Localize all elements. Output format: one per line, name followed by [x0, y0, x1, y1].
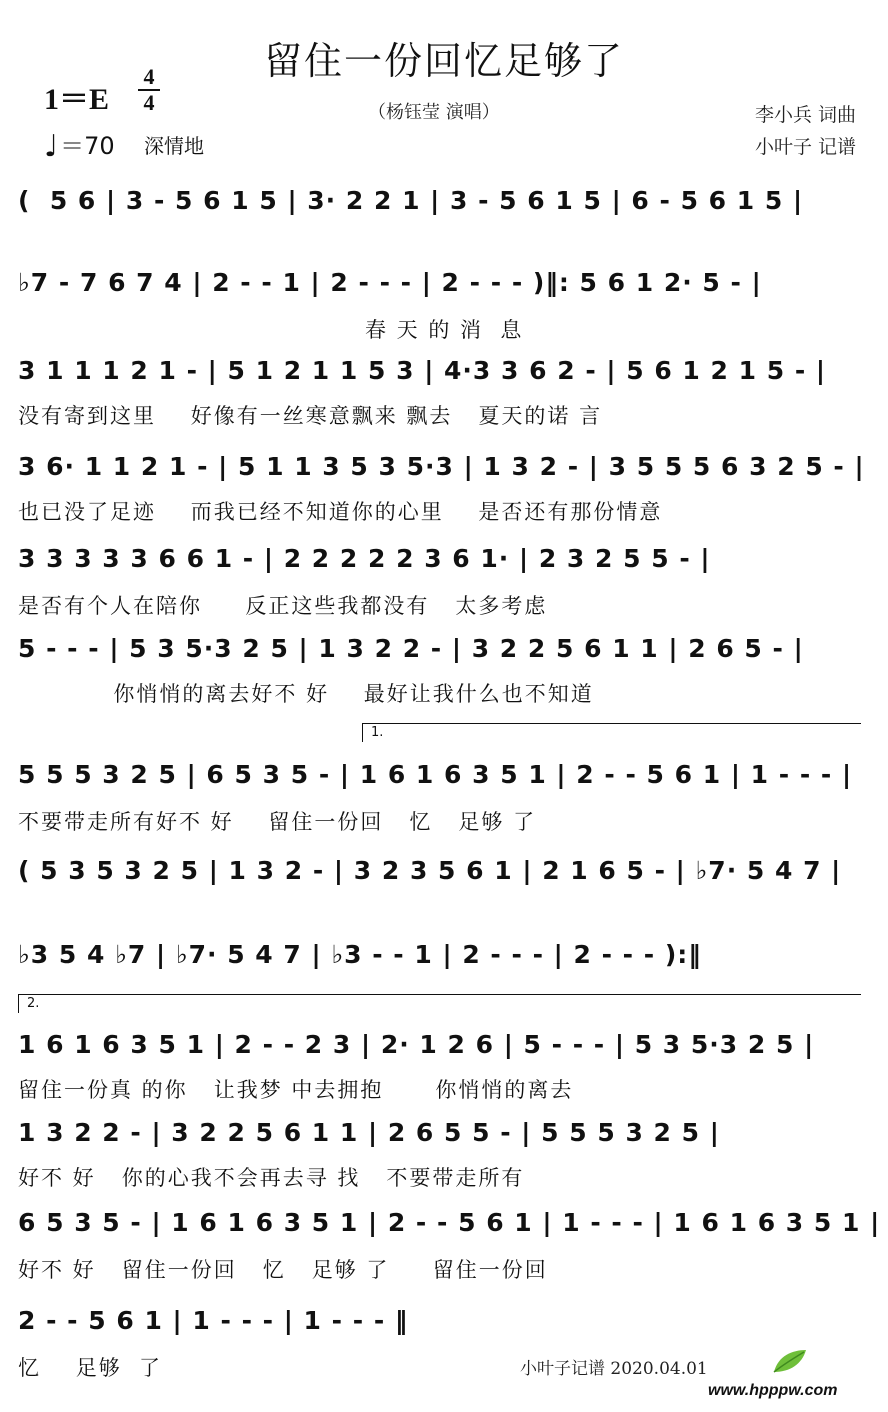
notation-line: 1 3 2 2 - | 3 2 2 5 6 1 1 | 2 6 5 5 - | 5 5 5 3 2 5 |: [18, 1118, 720, 1147]
lyric-line: 留住一份真 的你 让我梦 中去拥抱 你悄悄的离去: [18, 1078, 574, 1102]
tempo-value: ＝70: [60, 132, 115, 160]
lyric-line: 你悄悄的离去好不 好 最好让我什么也不知道: [18, 682, 594, 706]
lyric-line: 春 天 的 消 息: [18, 318, 524, 342]
notation-line: 6 5 3 5 - | 1 6 1 6 3 5 1 | 2 - - 5 6 1 | 1 - - - | 1 6 1 6 3 5 1 |: [18, 1208, 881, 1237]
volta-bracket-2: [18, 994, 861, 1013]
notation-line: 3 1 1 1 2 1 - | 5 1 2 1 1 5 3 | 4·3 3 6 2 - | 5 6 1 2 1 5 - |: [18, 356, 827, 385]
lyric-line: 好不 好 你的心我不会再去寻 找 不要带走所有: [18, 1166, 525, 1190]
lyric-line: 也已没了足迹 而我已经不知道你的心里 是否还有那份情意: [18, 500, 663, 524]
leaf-logo-icon: [770, 1346, 810, 1376]
notation-line: ♭7 - 7 6 7 4 | 2 - - 1 | 2 - - - | 2 - - - )‖: 5 6 1 2· 5 - |: [18, 268, 762, 297]
notation-line: ♭3 5 4 ♭7 | ♭7· 5 4 7 | ♭3 - - 1 | 2 - - - | 2 - - - ):‖: [18, 940, 702, 969]
notation-line: ( 5 6 | 3 - 5 6 1 5 | 3· 2 2 1 | 3 - 5 6 1 5 | 6 - 5 6 1 5 |: [18, 186, 804, 215]
notation-line: 5 - - - | 5 3 5·3 2 5 | 1 3 2 2 - | 3 2 2 5 6 1 1 | 2 6 5 - |: [18, 634, 804, 663]
notation-line: 5 5 5 3 2 5 | 6 5 3 5 - | 1 6 1 6 3 5 1 | 2 - - 5 6 1 | 1 - - - |: [18, 760, 853, 789]
song-title: 留住一份回忆足够了: [263, 39, 624, 83]
lyric-line: 忆 足够 了: [18, 1356, 163, 1380]
quarter-note-icon: ♩: [44, 129, 59, 164]
lyric-line: 好不 好 留住一份回 忆 足够 了 留住一份回: [18, 1258, 548, 1282]
footer-signature: 小叶子记谱 2020.04.01: [520, 1359, 708, 1379]
footer-url: www.hpppw.com: [708, 1382, 838, 1399]
time-signature-top: 4: [143, 64, 155, 89]
singer-credit: （杨钰莹 演唱）: [368, 102, 500, 123]
expression-marking: 深情地: [144, 134, 204, 158]
key-signature: 1＝E: [44, 83, 110, 116]
time-signature-bottom: 4: [143, 90, 155, 115]
notation-line: 2 - - 5 6 1 | 1 - - - | 1 - - - ‖: [18, 1306, 409, 1335]
time-signature: [138, 66, 160, 114]
notation-line: 1 6 1 6 3 5 1 | 2 - - 2 3 | 2· 1 2 6 | 5 - - - | 5 3 5·3 2 5 |: [18, 1030, 815, 1059]
transcriber-credit: 小叶子 记谱: [754, 136, 856, 158]
tempo-marking: [44, 126, 115, 164]
notation-line: 3 6· 1 1 2 1 - | 5 1 1 3 5 3 5·3 | 1 3 2 - | 3 5 5 5 6 3 2 5 - |: [18, 452, 865, 481]
notation-line: 3 3 3 3 3 6 6 1 - | 2 2 2 2 2 3 6 1· | 2 3 2 5 5 - |: [18, 544, 711, 573]
lyricist-composer-credit: 李小兵 词曲: [754, 104, 856, 126]
lyric-line: 没有寄到这里 好像有一丝寒意飘来 飘去 夏天的诺 言: [18, 404, 603, 428]
notation-line: ( 5 3 5 3 2 5 | 1 3 2 - | 3 2 3 5 6 1 | 2 1 6 5 - | ♭7· 5 4 7 |: [18, 856, 842, 885]
lyric-line: 不要带走所有好不 好 留住一份回 忆 足够 了: [18, 810, 537, 834]
volta-label: 2.: [27, 996, 40, 1011]
volta-label: 1.: [371, 725, 384, 740]
lyric-line: 是否有个人在陪你 反正这些我都没有 太多考虑: [18, 594, 548, 618]
volta-bracket-1: [362, 723, 861, 742]
